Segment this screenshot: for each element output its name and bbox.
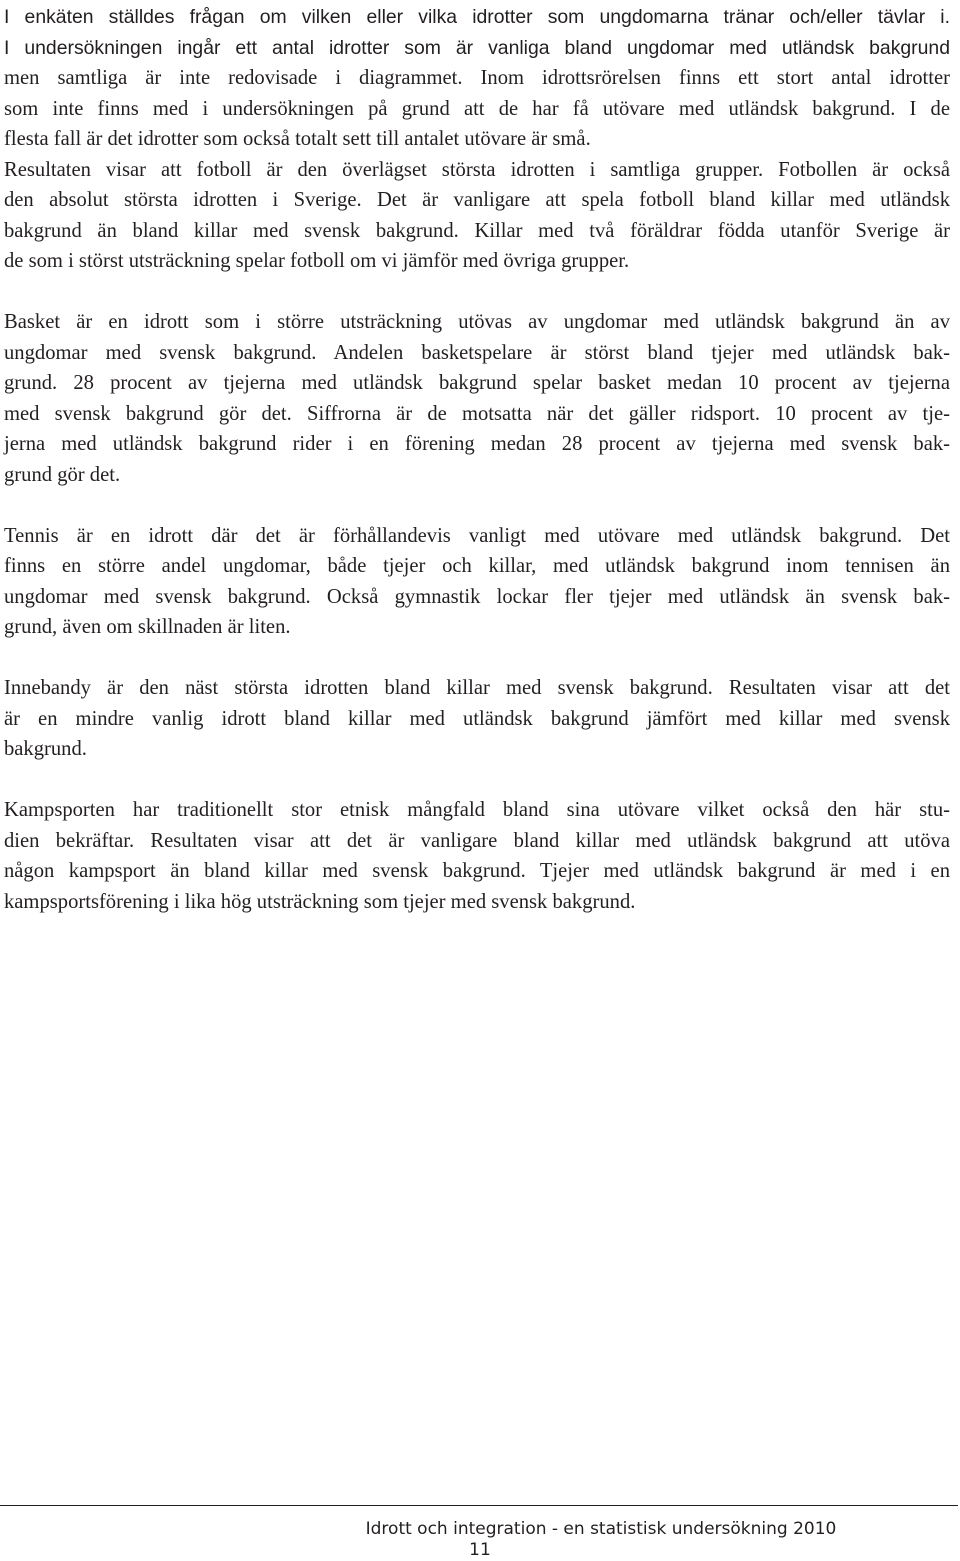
text-line: I undersökningen ingår ett antal idrotter som är vanliga bland ungdomar med utländsk bakgrund [4,36,950,59]
paragraph-gap [4,643,950,674]
text-line: grund. 28 procent av tjejerna med utländsk bakgrund spelar basket medan 10 procent av tjejerna [4,372,950,394]
text-line: bakgrund än bland killar med svensk bakgrund. Killar med två föräldrar födda utanför Sverige är [4,219,950,242]
text-line: grund gör det. [4,463,121,486]
paragraph [4,307,950,490]
text-line: dien bekräftar. Resultaten visar att det är vanligare bland killar med utländsk bakgrund att utöva [4,829,950,852]
page-number [0,1540,958,1560]
text-line: grund, även om skillnaden är liten. [4,616,291,638]
text-line: någon kampsport än bland killar med svensk bakgrund. Tjejer med utländsk bakgrund är med i en [4,860,950,882]
text-line: Innebandy är den näst största idrotten bland killar med svensk bakgrund. Resultaten visar att det [4,677,950,699]
text-line: som inte finns med i undersökningen på grund att de har få utövare med utländsk bakgrund. I de [4,97,950,120]
text-line: ungdomar med svensk bakgrund. Andelen basketspelare är störst bland tjejer med utländsk bak- [4,341,950,364]
footer-title-text: Idrott och integration - en statistisk undersökning 2010 [365,1519,837,1539]
text-line: jerna med utländsk bakgrund rider i en förening medan 28 procent av tjejerna med svensk bak- [4,433,950,455]
footer-title [0,1518,958,1540]
text-line: Resultaten visar att fotboll är den överlägset största idrotten i samtliga grupper. Fotbollen är också [4,158,950,181]
text-line: men samtliga är inte redovisade i diagrammet. Inom idrottsrörelsen finns ett stort antal idrotter [4,67,950,89]
paragraph [4,521,950,643]
text-line: med svensk bakgrund gör det. Siffrorna är de motsatta när det gäller ridsport. 10 procent av tje- [4,402,950,425]
paragraph-gap [4,490,950,521]
paragraph [4,673,950,765]
text-line: kampsportsförening i lika hög utsträckning som tjejer med svensk bakgrund. [4,890,636,913]
text-line: ungdomar med svensk bakgrund. Också gymnastik lockar fler tjejer med utländsk än svensk bak- [4,585,950,608]
text-line: bakgrund. [4,738,87,760]
page-number-text: 11 [469,1540,491,1560]
text-line: de som i störst utsträckning spelar fotboll om vi jämför med övriga grupper. [4,250,630,272]
paragraph [4,795,950,917]
text-line: Kampsporten har traditionellt stor etnisk mångfald bland sina utövare vilket också den här stu- [4,799,950,821]
text-line: Basket är en idrott som i större utsträckning utövas av ungdomar med utländsk bakgrund än av [4,311,950,333]
paragraph-gap [4,277,950,308]
text-line: flesta fall är det idrotter som också totalt sett till antalet utövare är små. [4,128,591,150]
body-text [4,2,950,917]
text-line: är en mindre vanlig idrott bland killar med utländsk bakgrund jämfört med killar med svensk [4,707,950,730]
text-line: finns en större andel ungdomar, både tjejer och killar, med utländsk bakgrund inom tennisen än [4,555,950,577]
text-line: Tennis är en idrott där det är förhållandevis vanligt med utövare med utländsk bakgrund. Det [4,524,950,547]
text-line: I enkäten ställdes frågan om vilken eller vilka idrotter som ungdomarna tränar och/eller tävlar i. [4,6,950,28]
footer-divider [0,1505,958,1506]
paragraph [4,2,950,277]
text-line: den absolut största idrotten i Sverige. Det är vanligare att spela fotboll bland killar med utländsk [4,189,950,211]
paragraph-gap [4,765,950,796]
